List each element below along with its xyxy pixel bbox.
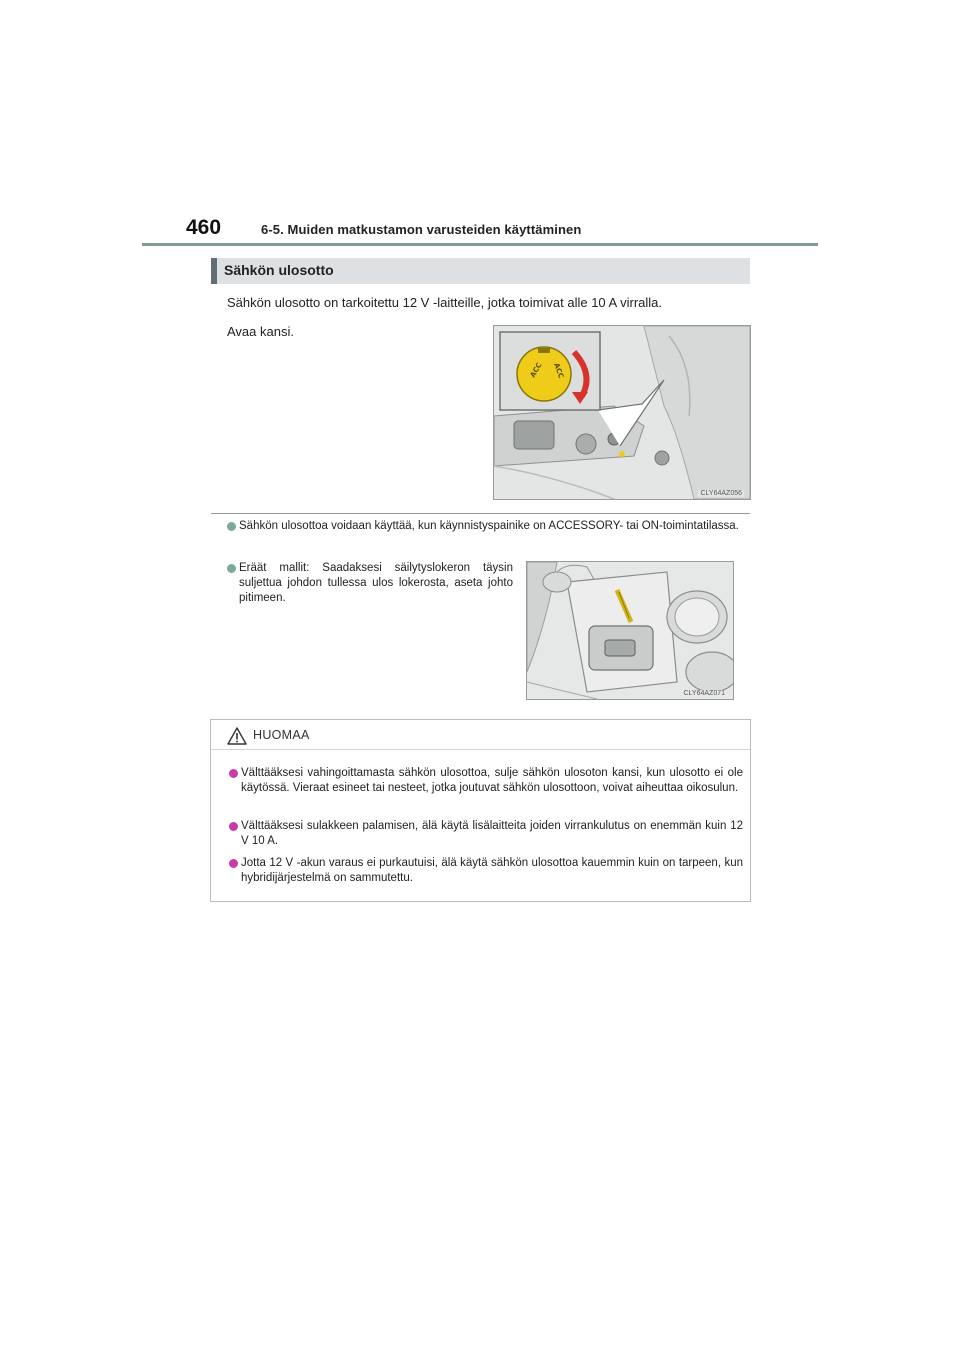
caution-text: Välttääksesi vahingoittamasta sähkön ulosottoa, sulje sähkön ulosoton kansi, kun ulosotto ei ole käytössä. Vieraat esineet tai nesteet, jotka joutuvat sähkön ulosottoon, voivat aiheuttaa oikosulun. [241, 767, 743, 794]
note-text: Eräät mallit: Saadaksesi säilytyslokeron täysin suljettua johdon tullessa ulos lokerosta, aseta johto pitimeen. [239, 562, 513, 604]
note-text: Sähkön ulosottoa voidaan käyttää, kun käynnistyspainike on ACCESSORY- tai ON-toimintatilassa. [239, 520, 739, 532]
bullet-icon [227, 564, 236, 573]
page-number: 460 [186, 216, 222, 239]
svg-text:ACC: ACC [552, 361, 566, 380]
storage-box-cord-holder-illustration [527, 562, 733, 699]
caution-text: Jotta 12 V -akun varaus ei purkautuisi, älä käytä sähkön ulosottoa kauemmin kuin on tarpeen, kun hybridijärjestelmä on sammutettu. [241, 857, 743, 884]
chapter-title: 6-5. Muiden matkustamon varusteiden käyttäminen [261, 222, 582, 237]
intro-paragraph: Sähkön ulosotto on tarkoitettu 12 V -laitteille, jotka toimivat alle 10 A virralla. [227, 295, 663, 310]
figure-code: CLY64AZ056 [700, 490, 742, 497]
section-heading-text: Sähkön ulosotto [224, 262, 334, 278]
header-rule [142, 243, 818, 246]
svg-text:ACC: ACC [528, 361, 544, 379]
figure-code: CLY64AZ071 [683, 690, 725, 697]
figure-power-outlet [493, 325, 751, 500]
separator-line [211, 513, 750, 514]
step-instruction: Avaa kansi. [227, 324, 294, 339]
bullet-icon [227, 522, 236, 531]
caution-text: Välttääksesi sulakkeen palamisen, älä käytä lisälaitteita joiden virrankulutus on enemmän kuin 12 V 10 A. [241, 820, 743, 847]
warning-triangle-icon [227, 727, 247, 745]
bullet-icon [229, 822, 238, 831]
caution-title: HUOMAA [253, 728, 310, 742]
caution-item [229, 766, 744, 812]
section-heading-bar [211, 258, 217, 284]
note-item [227, 561, 515, 611]
figure-storage-box [526, 561, 734, 700]
caution-box [210, 719, 751, 902]
power-outlet-cover-illustration [494, 326, 750, 499]
bullet-icon [229, 859, 238, 868]
bullet-icon [229, 769, 238, 778]
caution-item [229, 819, 744, 850]
caution-item [229, 856, 744, 887]
note-item [227, 519, 751, 553]
caution-header [211, 720, 750, 750]
section-heading [211, 258, 750, 284]
